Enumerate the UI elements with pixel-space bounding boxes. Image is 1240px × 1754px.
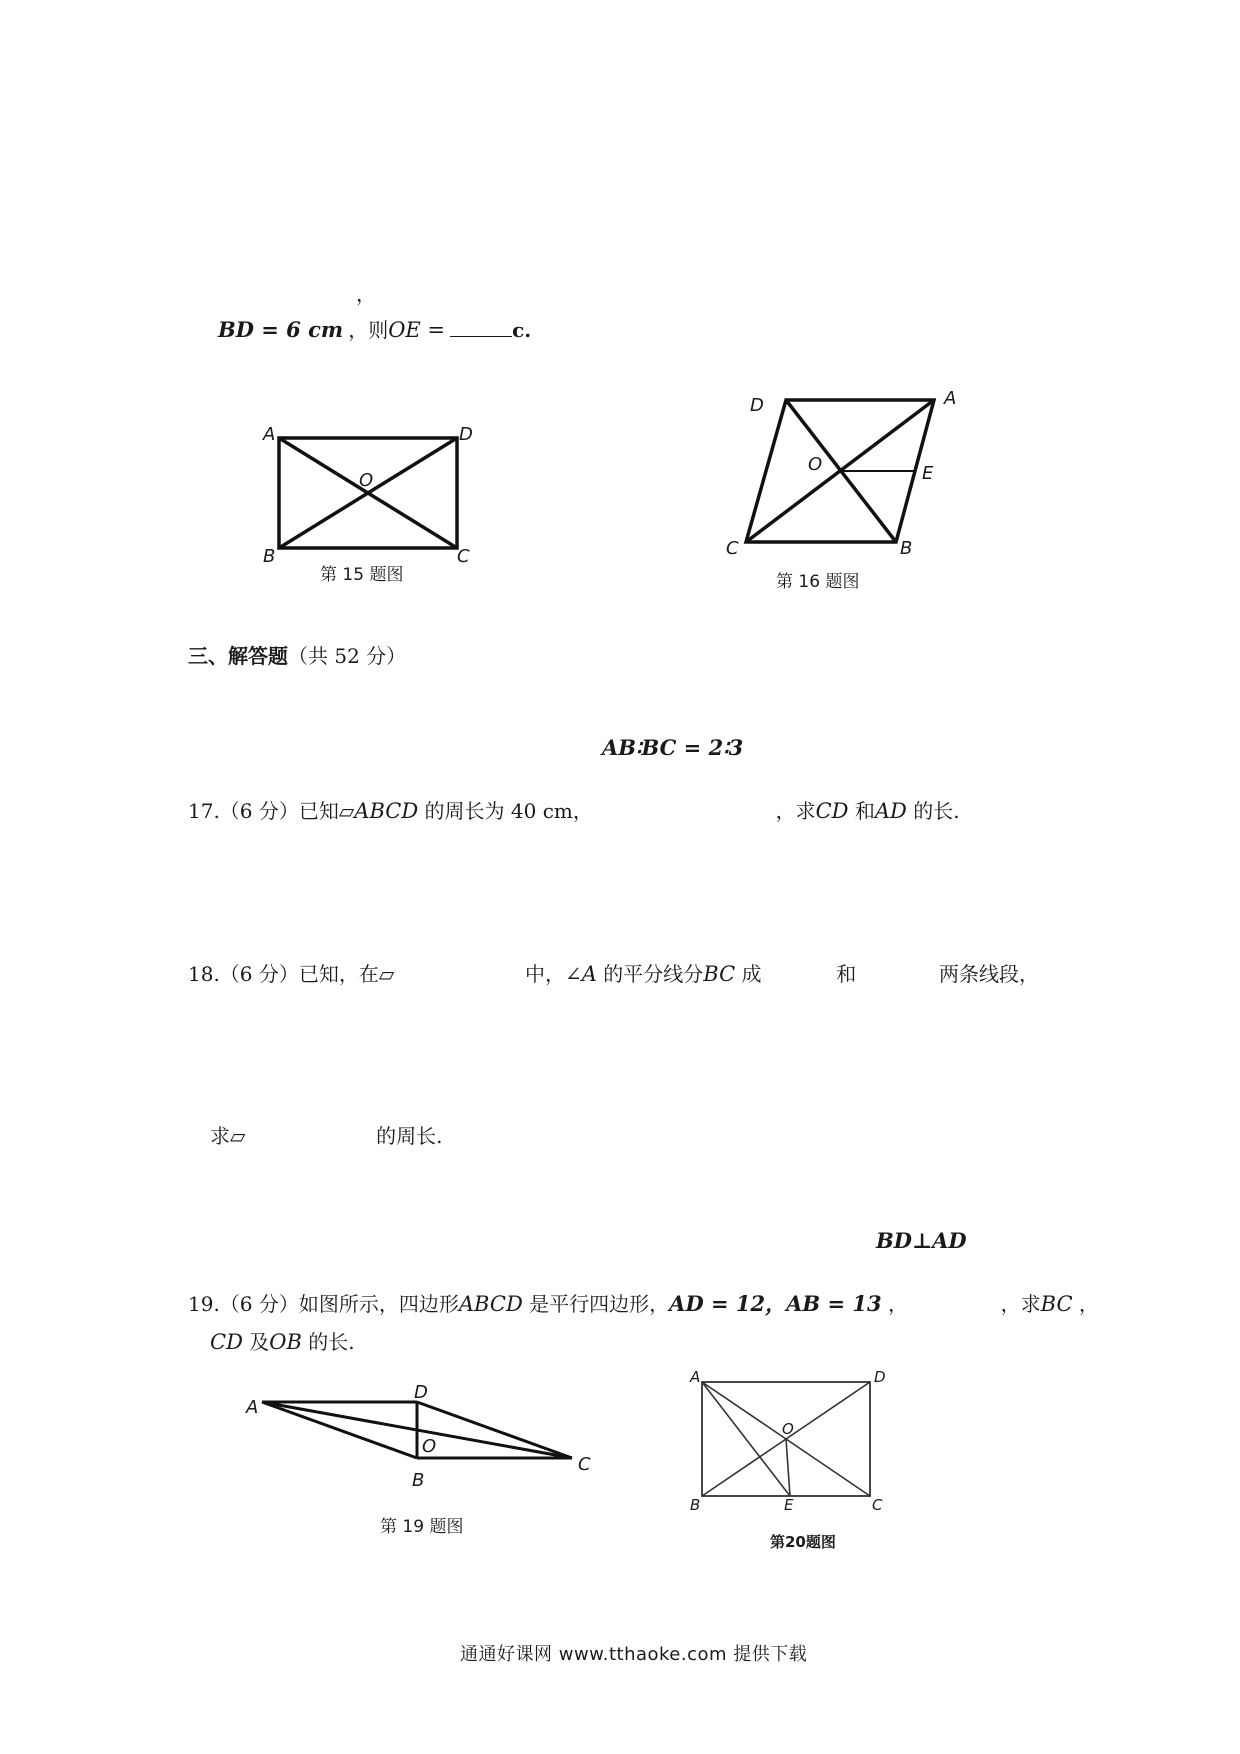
bd-expression: BD = 6 cm [218,317,344,342]
q17-number: 17.（6 分）已知 [188,799,339,823]
fig15-label-o: O [359,470,374,491]
q19-cd: CD [210,1330,243,1354]
fig15-label-b: B [263,546,276,567]
parallelogram-icon: ▱ [230,1124,246,1148]
q19-ob: OB [269,1330,302,1354]
fig20-label-a: A [690,1368,701,1386]
q18-bc: BC [703,962,736,986]
oe-expression: OE = [388,318,446,342]
fig20-label-e: E [784,1496,794,1514]
fig16-label-b: B [900,538,913,559]
parallelogram-icon: ▱ [378,962,395,986]
answer-blank[interactable] [450,318,512,337]
fig20-caption: 第20题图 [770,1533,836,1551]
q19-qiu: ，求 [1000,1292,1041,1316]
q17-text1: 的周长为 40 cm， [424,799,593,823]
fig19-label-b: B [412,1470,425,1491]
fig19-label-a: A [246,1397,259,1418]
q19-comma: ， [887,1292,908,1316]
q19-ji: 及 [249,1330,270,1354]
fig16-caption: 第 16 题图 [776,572,860,592]
q18-qiu: 求 [210,1124,230,1148]
q19-perp: BD⊥AD [876,1228,967,1253]
question-18 [188,958,1039,987]
q18-perimeter: 的周长. [376,1124,443,1148]
q19-bc: BC [1040,1292,1073,1316]
q18-bisector: 的平分线分 [603,962,704,986]
fig15-label-c: C [457,546,470,567]
fig20-label-c: C [872,1496,883,1514]
q16-answer-line [218,314,531,343]
then-text: ，则 [348,318,389,342]
fig19-label-c: C [578,1454,591,1475]
question-19-line2 [210,1326,355,1355]
question-18-line2 [210,1120,442,1149]
figure-20 [686,1366,896,1516]
fig20-label-o: O [782,1420,794,1438]
q19-lengths: AD = 12，AB = 13 [669,1291,882,1316]
fig19-label-d: D [414,1382,428,1403]
section-3-heading [188,640,406,669]
q17-text2: ，求 [775,799,816,823]
unit-text: c. [512,318,532,342]
fig19-caption: 第 19 题图 [380,1517,464,1537]
question-17 [188,795,960,824]
q19-end: 的长. [308,1330,355,1354]
fig16-label-e: E [922,463,934,484]
q17-he: 和 [854,799,875,823]
stray-comma: ， [356,282,376,306]
q19-number: 19.（6 分）如图所示，四边形 [188,1292,459,1316]
fig20-label-d: D [874,1368,886,1386]
q17-ad: AD [874,799,907,823]
fig15-caption: 第 15 题图 [320,565,404,585]
q18-he: 和 [836,962,857,986]
fig16-label-d: D [750,395,764,416]
q18-cheng: 成 [741,962,762,986]
fig16-label-o: O [808,454,823,475]
q18-angle-a: A [581,962,597,986]
q17-shape: ABCD [354,799,419,823]
q17-end: 的长. [913,799,960,823]
q19-is-para: 是平行四边形， [529,1292,670,1316]
fig16-label-a: A [944,388,957,409]
q18-segments: 两条线段， [938,962,1039,986]
fig15-label-a: A [263,424,276,445]
q19-shape: ABCD [458,1292,523,1316]
parallelogram-icon: ▱ [338,799,355,823]
fig19-label-o: O [422,1436,437,1457]
figure-16 [720,382,970,562]
section-3-title: 三、解答题 [188,644,288,668]
fig20-label-b: B [690,1496,701,1514]
q18-number: 18.（6 分）已知，在 [188,962,379,986]
q18-zhong: 中，∠ [525,962,582,986]
q19-comma2: ， [1078,1292,1099,1316]
fig15-label-d: D [459,424,473,445]
page-footer[interactable]: 通通好课网 www.tthaoke.com 提供下载 [460,1644,808,1665]
fig16-label-c: C [726,538,739,559]
q17-cd: CD [815,799,849,823]
figure-15 [255,420,485,570]
section-3-score: （共 52 分） [288,644,407,668]
figure-19 [242,1382,602,1502]
question-19 [188,1288,1099,1318]
q17-ratio: AB∶BC = 2∶3 [602,735,744,760]
